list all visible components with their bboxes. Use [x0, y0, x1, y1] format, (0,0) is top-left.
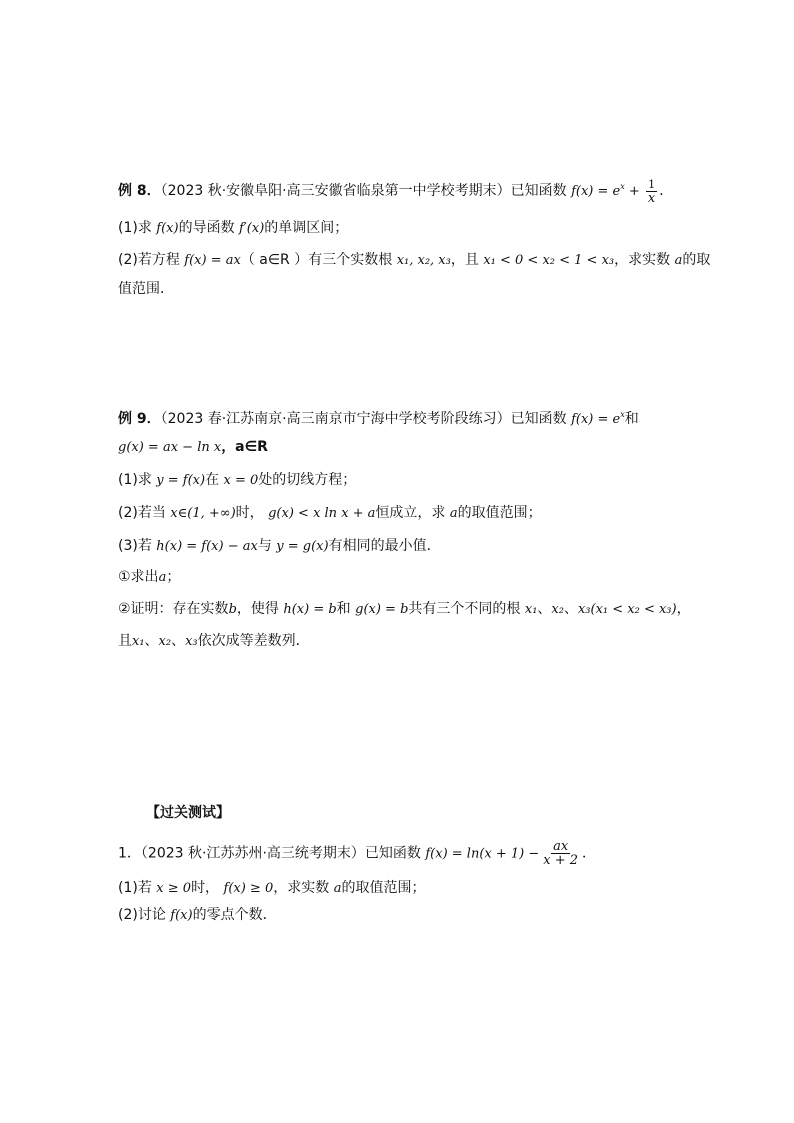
- test-q1-cond: x ≥ 0: [156, 881, 192, 896]
- ex8-frac-num: 1: [648, 177, 656, 191]
- ex9-source: （2023 春·江苏南京·高三南京市宁海中学校考阶段练习）: [160, 411, 511, 427]
- ex8-lead: 已知函数: [510, 183, 567, 199]
- ex9-lead: 已知函数: [510, 411, 567, 427]
- ex9-q1-mid: 在: [205, 472, 220, 488]
- ex9-q3-post: 有相同的最小值．: [328, 538, 441, 554]
- test-q1-mid: 时，: [191, 880, 220, 896]
- ex9-q1-x: x = 0: [223, 473, 259, 488]
- ex9-s2-sep1: 、: [537, 601, 552, 617]
- ex8-plus: +: [624, 184, 644, 199]
- ex9-s3-post: 依次成等差数列．: [197, 633, 310, 649]
- ex9-label: 例 9．: [118, 411, 161, 427]
- test-p1-func: f(x) = ln(x + 1) −: [425, 846, 540, 862]
- ex8-q2-line2: 值范围．: [118, 281, 174, 297]
- ex9-q2-range: x∈(1, +∞): [170, 506, 236, 521]
- test-p1: [118, 840, 596, 867]
- ex9-q2: [118, 503, 542, 524]
- ex9-s3-x2: x₂: [158, 634, 172, 649]
- test-q1-end: 的取值范围；: [341, 880, 426, 896]
- ex8-q1-mid: 的导函数: [178, 220, 235, 236]
- ex8-q2: [118, 250, 710, 271]
- ex9-s1-pre: ①求出: [118, 569, 159, 585]
- ex8-source: （2023 秋·安徽阜阳·高三安徽省临泉第一中学校考期末）: [160, 183, 511, 199]
- ex9-q3-mid: 与: [257, 538, 272, 554]
- ex8-q2-end: 的取: [682, 252, 711, 268]
- test-p1-fraction: [541, 840, 580, 867]
- ex9-s3-x1: x₁: [132, 634, 145, 649]
- ex9-s3: [118, 631, 310, 652]
- test-q2: [118, 905, 277, 926]
- test-q1-post: ，求实数: [273, 880, 330, 896]
- ex8-label: 例 8．: [118, 183, 161, 199]
- ex9-s2-sep2: 、: [563, 601, 578, 617]
- ex9-q1-post: 处的切线方程；: [258, 472, 357, 488]
- ex8-exp: x: [620, 182, 625, 191]
- ex9-q2-mid: 时，: [235, 505, 264, 521]
- test-heading: 【过关测试】: [146, 805, 230, 821]
- test-p1-source: （2023 秋·江苏苏州·高三统考期末）: [140, 845, 365, 862]
- ex9-s3-pre: 且: [118, 633, 132, 649]
- ex8-q2-cond: （ a∈R ）: [240, 252, 309, 268]
- ex8-q2-post: ，求实数: [614, 252, 671, 268]
- test-p1-label: 1．: [118, 845, 141, 862]
- test-q1-ineq: f(x) ≥ 0: [223, 881, 274, 896]
- ex8-q2-ineq: x₁ < 0 < x₂ < 1 < x₃: [483, 253, 615, 268]
- ex8-q1-pre: (1)求: [118, 220, 152, 236]
- ex8-q1-post: 的单调区间；: [264, 220, 349, 236]
- ex9-q3-pre: (3)若: [118, 538, 152, 554]
- ex9-q3-h: h(x) = f(x) − ax: [156, 539, 258, 554]
- ex9-s3-sep2: 、: [171, 633, 186, 649]
- ex9-s2-x1: x₁: [524, 602, 538, 617]
- ex9-title: [118, 405, 639, 430]
- ex9-g-cond: ，a∈R: [221, 439, 268, 455]
- ex9-q2-ineq: g(x) < x ln x + a: [268, 506, 376, 521]
- ex9-s2: [118, 599, 691, 620]
- test-p1-period: ．: [582, 845, 597, 862]
- ex9-q3: [118, 536, 441, 557]
- ex8-q2-pre: (2)若方程: [118, 252, 180, 268]
- ex9-g-def: g(x) = ax − ln x: [118, 440, 222, 455]
- ex8-q2-mid: 有三个实数根: [308, 252, 393, 268]
- ex9-q1-y: y = f(x): [156, 473, 206, 488]
- ex9-q2-a: a: [449, 506, 458, 521]
- ex9-s2-x3: x₃(x₁ < x₂ < x₃): [577, 602, 677, 617]
- ex9-s2-b: b: [228, 602, 237, 617]
- test-p1-lead: 已知函数: [364, 845, 421, 862]
- ex9-exp: x: [620, 410, 625, 419]
- ex9-and: 和: [624, 411, 639, 427]
- ex8-q2-roots: x₁, x₂, x₃: [396, 253, 451, 268]
- ex8-frac-den: x: [647, 190, 656, 206]
- ex9-s3-sep1: 、: [144, 633, 159, 649]
- test-p1-num: ax: [553, 839, 569, 854]
- test-p1-den: x + 2: [543, 853, 579, 868]
- ex9-q2-pre: (2)若当: [118, 505, 166, 521]
- ex8-func: f(x) = e: [571, 184, 621, 199]
- ex9-s2-end: ，: [676, 601, 691, 617]
- test-q1-a: a: [333, 881, 342, 896]
- test-q1-pre: (1)若: [118, 880, 152, 896]
- ex9-s2-x2: x₂: [551, 602, 564, 617]
- ex9-s2-and: 和: [336, 601, 351, 617]
- ex8-q2-eq: f(x) = ax: [184, 253, 241, 268]
- ex9-s1-post: ；: [166, 569, 181, 585]
- ex9-func: f(x) = e: [571, 412, 621, 427]
- test-q2-post: 的零点个数．: [192, 907, 277, 923]
- ex9-s3-x3: x₃: [185, 634, 198, 649]
- ex8-q2-mid2: ，且: [450, 252, 479, 268]
- ex9-q1: [118, 470, 356, 491]
- ex9-s2-mid2: 共有三个不同的根: [408, 601, 521, 617]
- ex9-q2-post: 恒成立，求: [375, 505, 446, 521]
- ex9-s1-a: a: [158, 570, 167, 585]
- ex9-q2-end: 的取值范围；: [457, 505, 542, 521]
- ex8-period: ．: [659, 183, 674, 199]
- test-q1: [118, 878, 425, 899]
- test-q2-pre: (2)讨论: [118, 907, 166, 923]
- ex8-title: [118, 177, 673, 205]
- ex8-q2-a: a: [674, 253, 683, 268]
- ex8-fraction: [646, 178, 657, 205]
- ex8-q1-f: f(x): [156, 221, 179, 236]
- ex8-q1-fprime: f′(x): [239, 221, 265, 236]
- ex9-s2-h: h(x) = b: [283, 602, 337, 617]
- ex9-s2-pre: ②证明：存在实数: [118, 601, 229, 617]
- ex9-q1-pre: (1)求: [118, 472, 152, 488]
- ex9-gdef: [118, 437, 268, 458]
- ex9-s2-g: g(x) = b: [355, 602, 409, 617]
- test-q2-f: f(x): [170, 908, 193, 923]
- ex8-q1: [118, 218, 348, 239]
- ex9-s1: [118, 567, 180, 588]
- ex9-s2-mid: ，使得: [236, 601, 279, 617]
- ex9-q3-y: y = g(x): [276, 539, 329, 554]
